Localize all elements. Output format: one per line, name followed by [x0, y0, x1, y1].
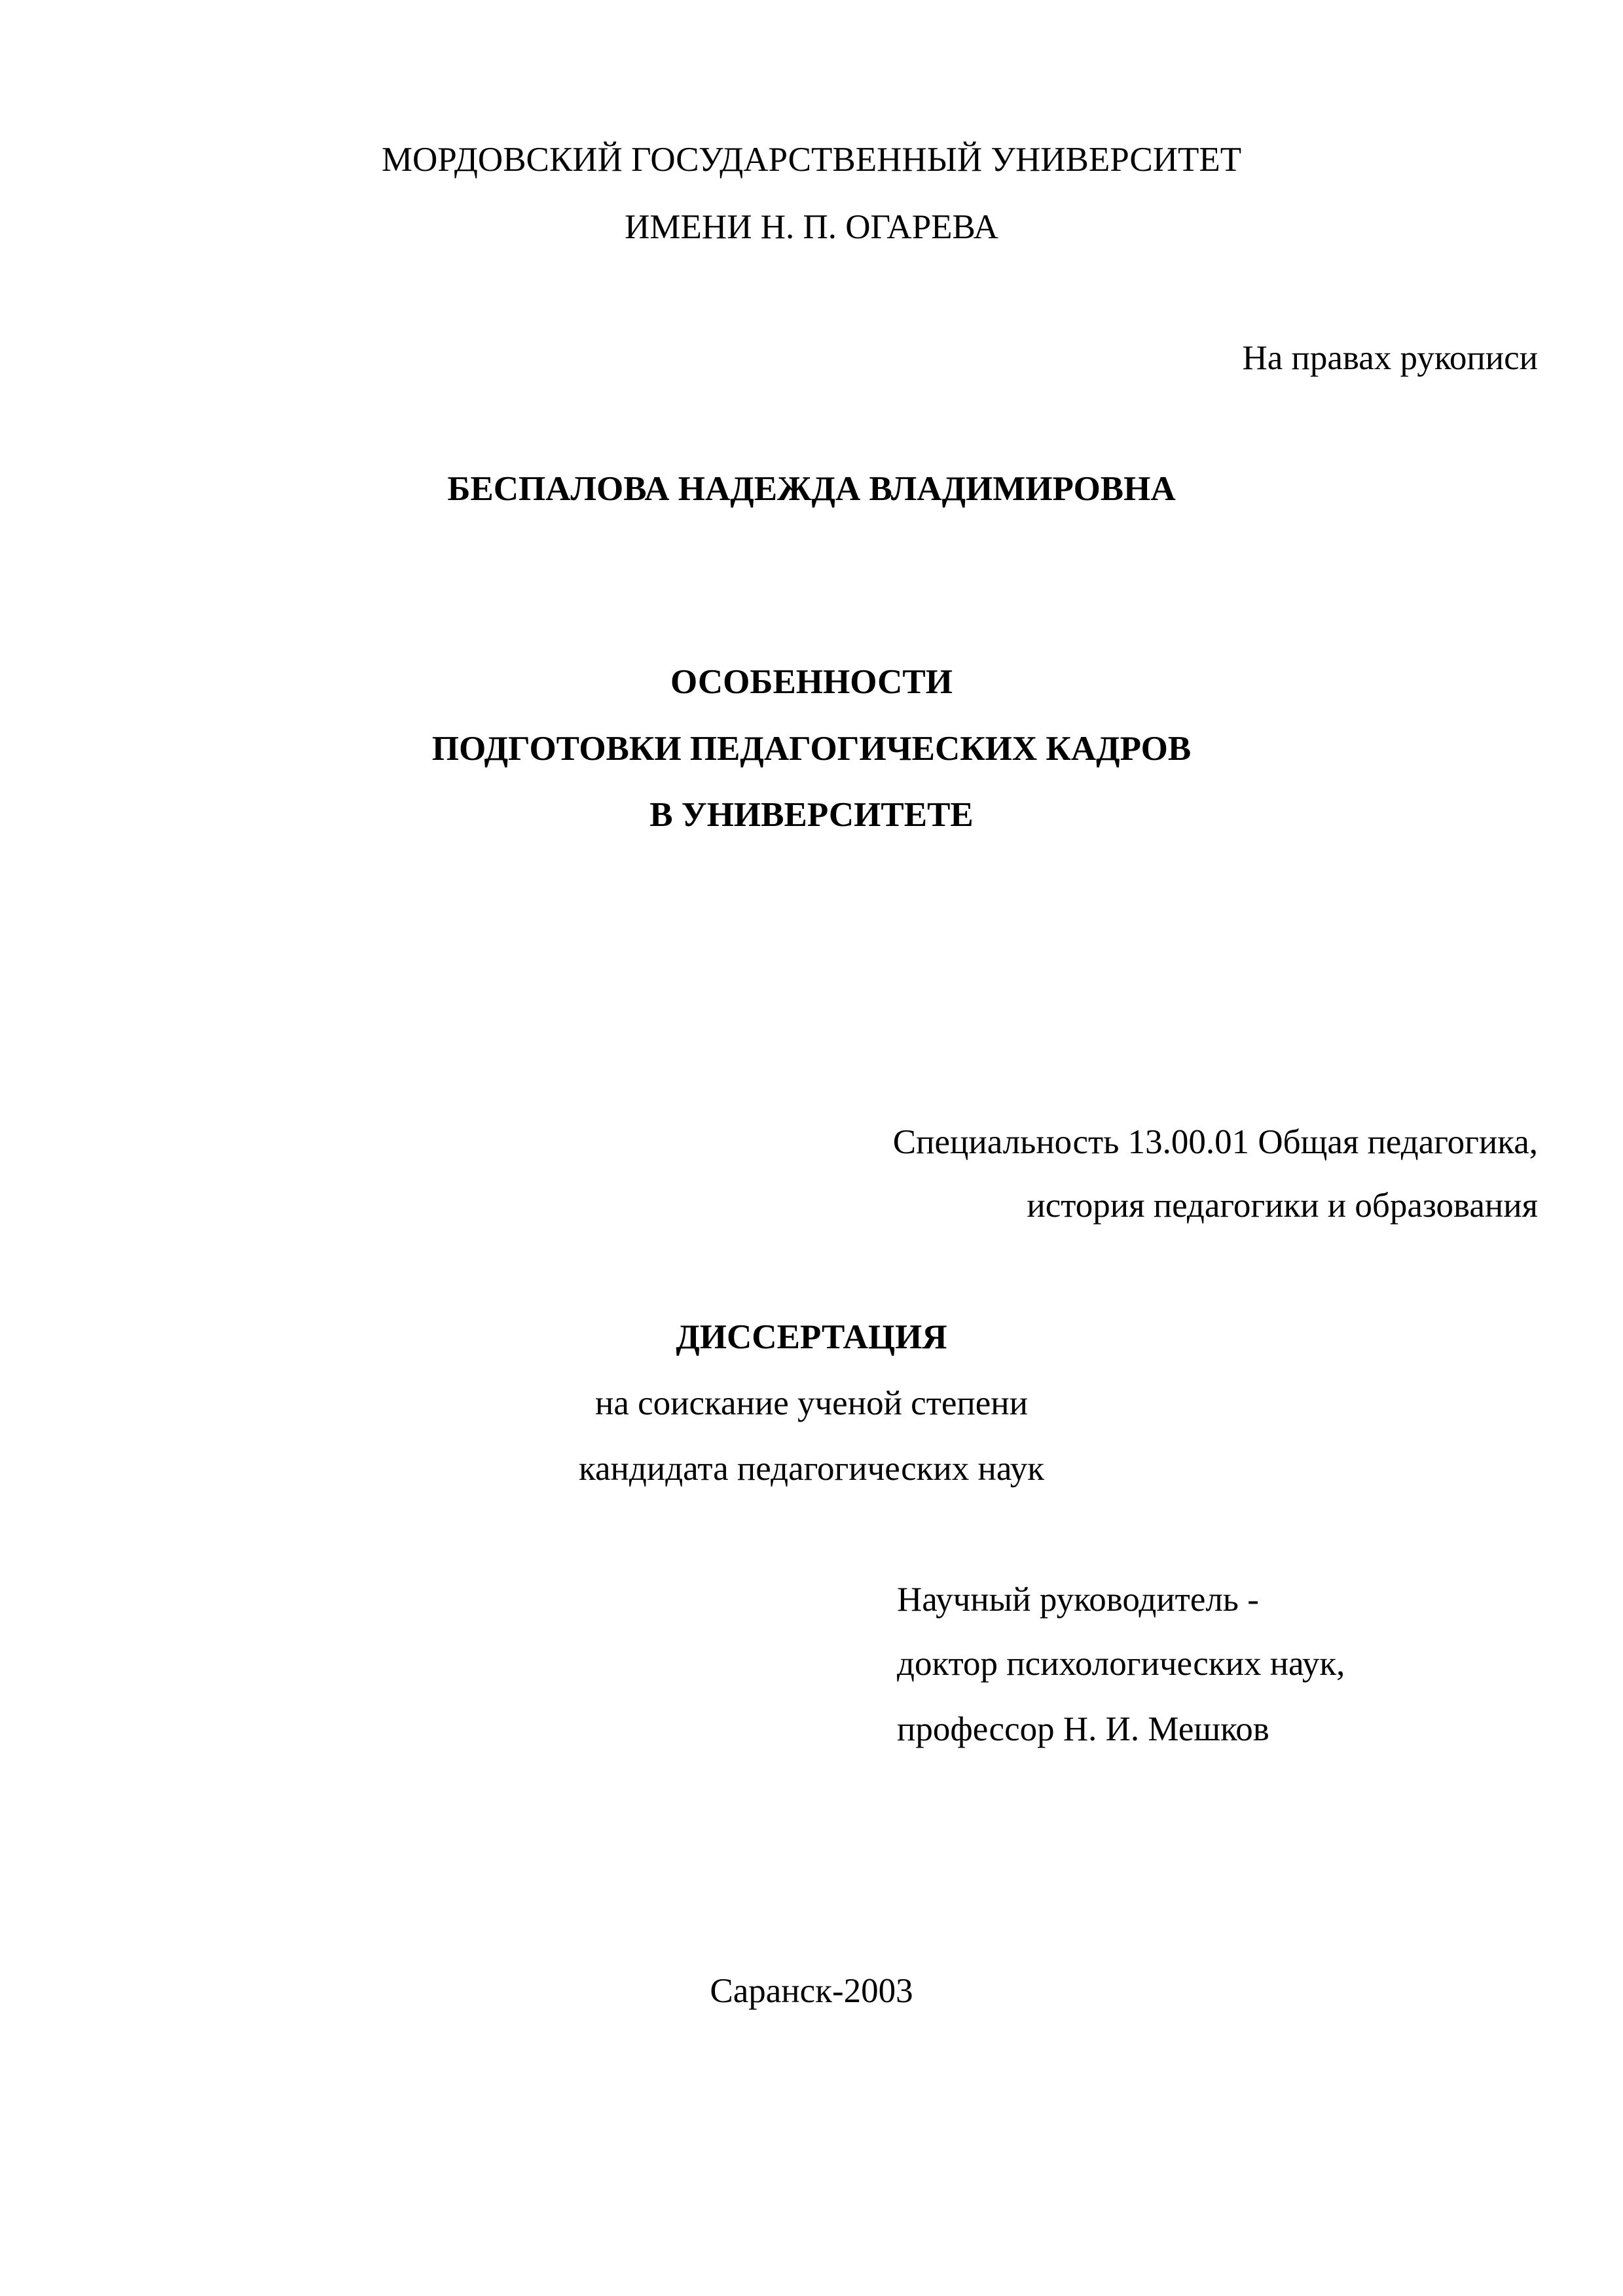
work-type-line-1: на соискание ученой степени — [595, 1384, 1028, 1422]
supervisor-line-2: доктор психологических наук, — [897, 1645, 1345, 1683]
dissertation-title-line-1: ОСОБЕННОСТИ — [670, 663, 953, 701]
author-name: БЕСПАЛОВА НАДЕЖДА ВЛАДИМИРОВНА — [447, 470, 1176, 508]
university-name-line-1: МОРДОВСКИЙ ГОСУДАРСТВЕННЫЙ УНИВЕРСИТЕТ — [381, 141, 1242, 179]
supervisor-line-3: профессор Н. И. Мешков — [897, 1710, 1269, 1748]
work-type-line-2: кандидата педагогических наук — [579, 1450, 1044, 1488]
place-year: Саранск-2003 — [710, 1972, 913, 2010]
specialty-line-1: Специальность 13.00.01 Общая педагогика, — [892, 1123, 1538, 1161]
university-name-line-2: ИМЕНИ Н. П. ОГАРЕВА — [625, 208, 998, 246]
work-type-heading: ДИССЕРТАЦИЯ — [676, 1318, 947, 1356]
dissertation-title-line-2: ПОДГОТОВКИ ПЕДАГОГИЧЕСКИХ КАДРОВ — [431, 730, 1192, 768]
manuscript-note: На правах рукописи — [1242, 339, 1538, 377]
dissertation-title-line-3: В УНИВЕРСИТЕТЕ — [649, 796, 974, 834]
supervisor-line-1: Научный руководитель - — [897, 1581, 1259, 1619]
specialty-line-2: история педагогики и образования — [1027, 1187, 1538, 1225]
